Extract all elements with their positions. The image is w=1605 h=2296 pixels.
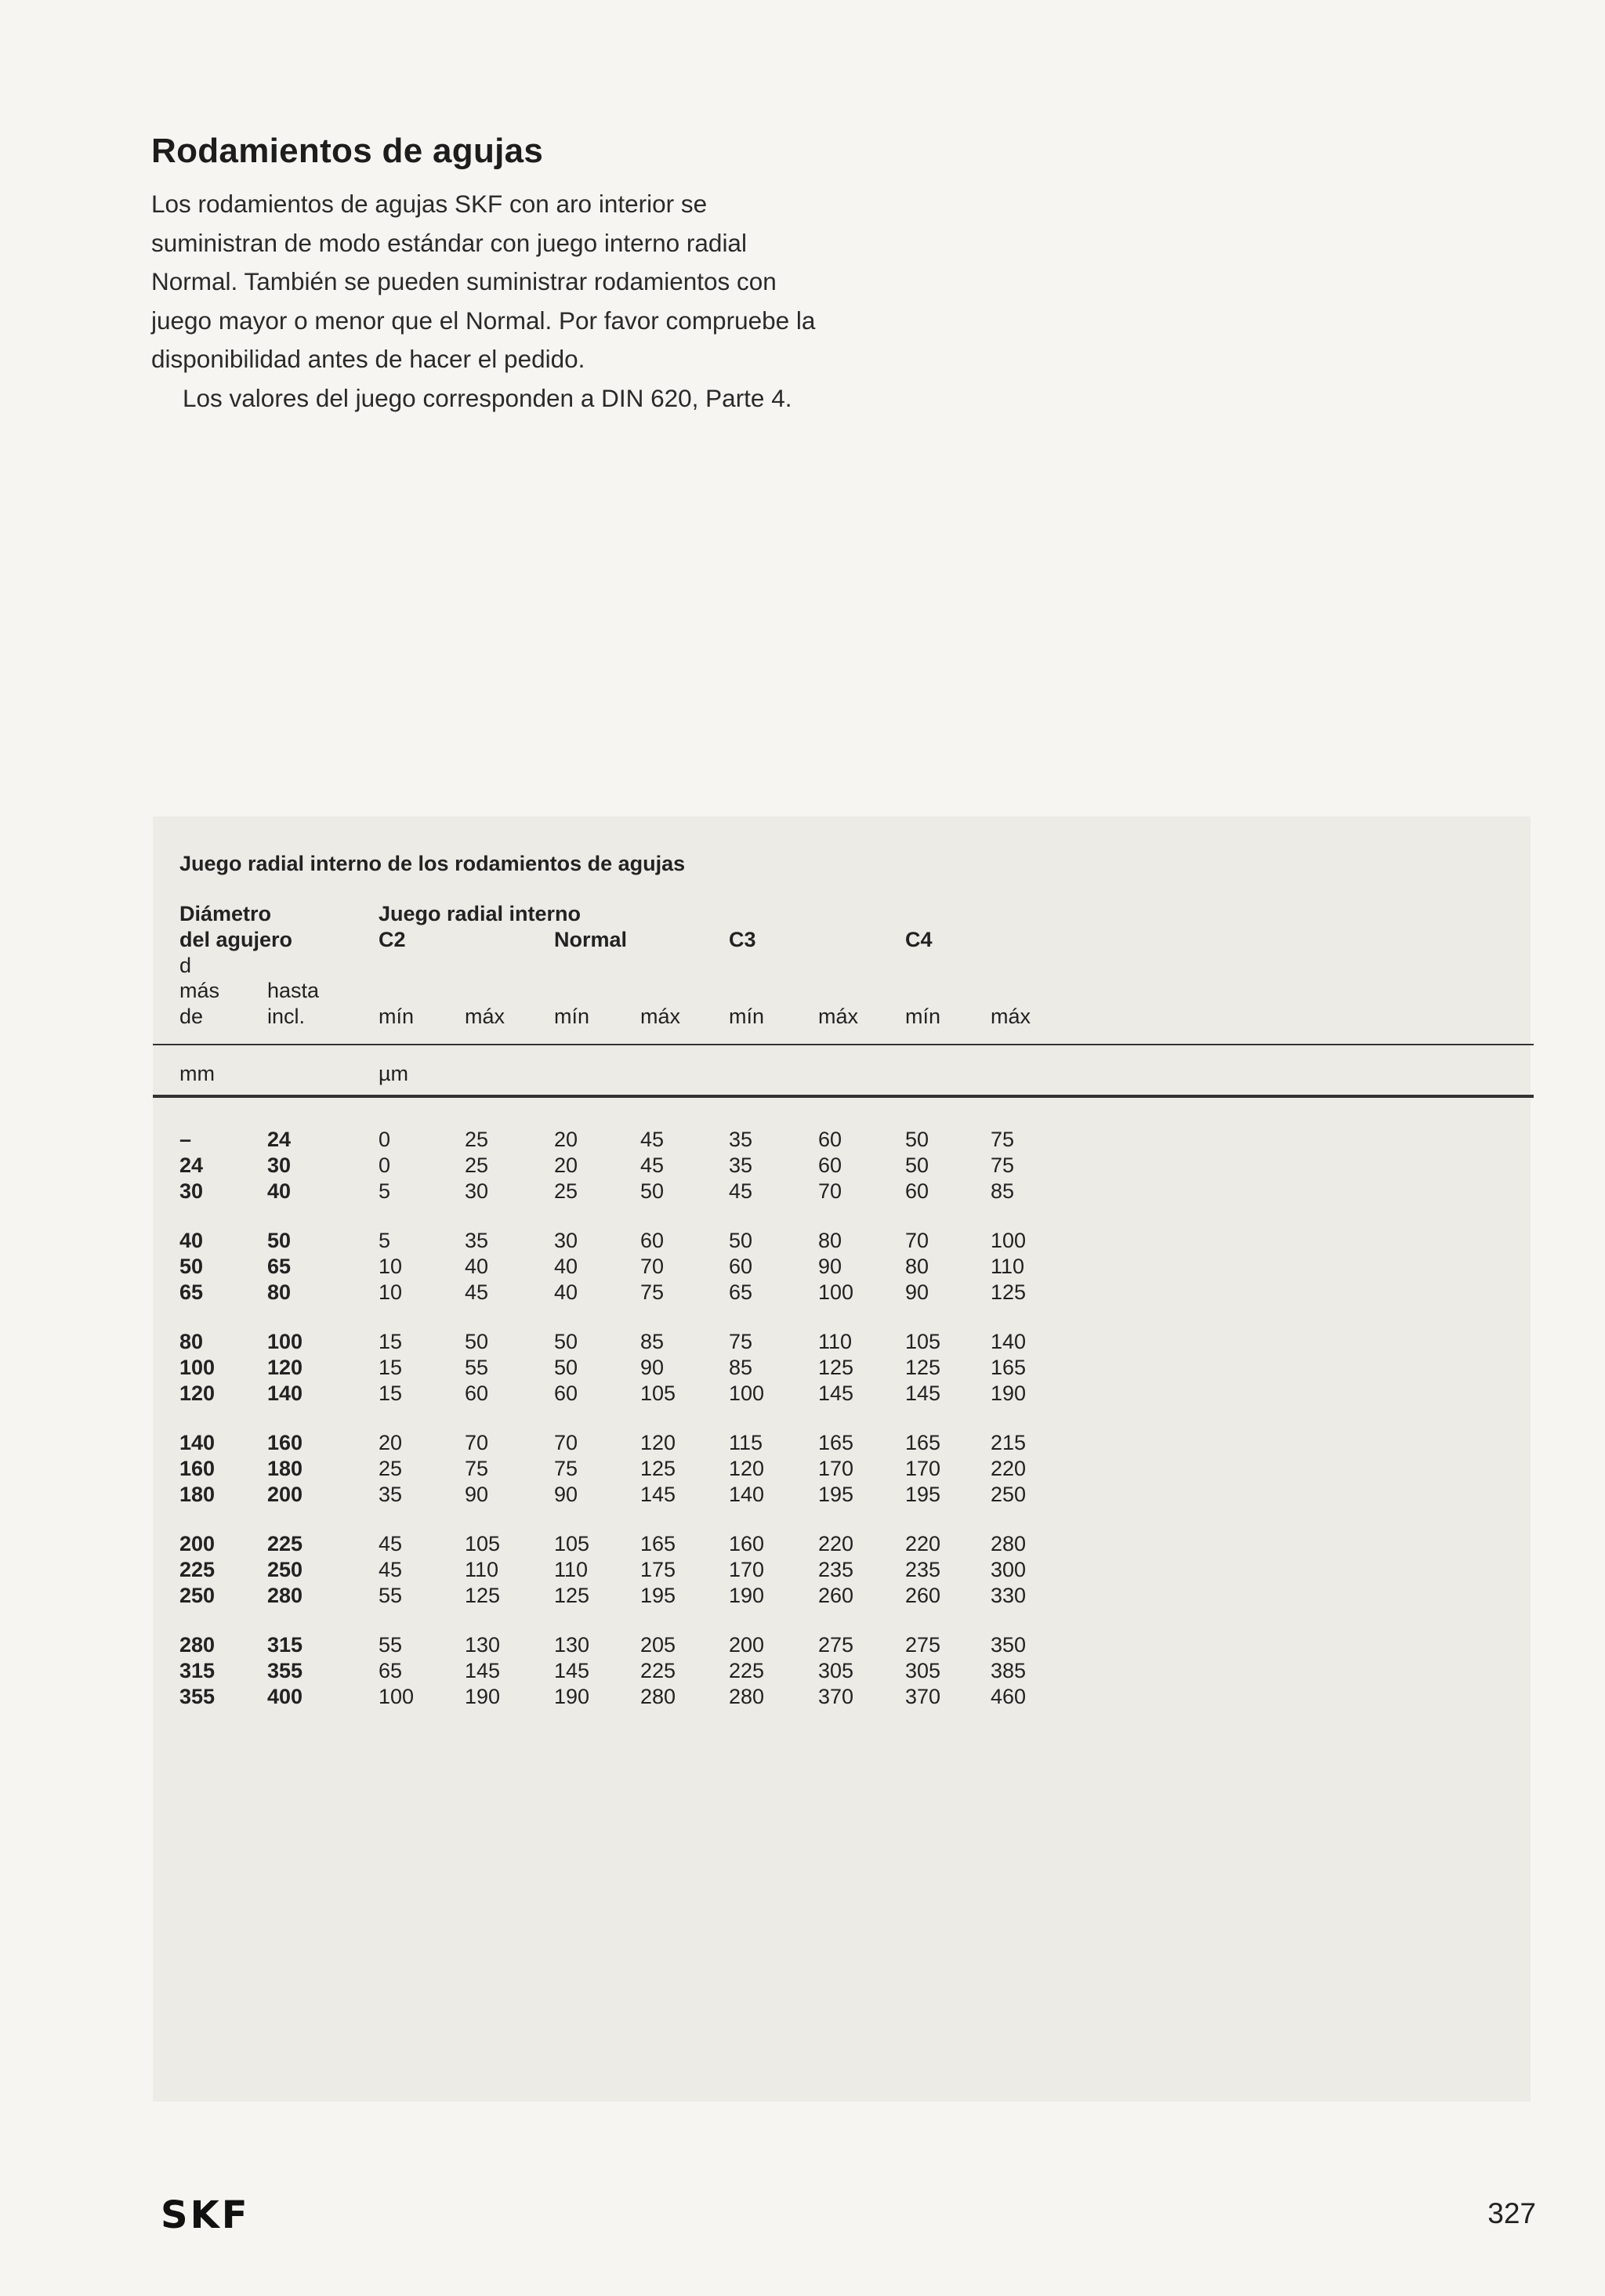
clearance-cell: 170 <box>729 1558 765 1581</box>
header-rule <box>153 1044 1534 1045</box>
clearance-cell: 190 <box>465 1685 501 1708</box>
clearance-cell: 20 <box>554 1153 578 1177</box>
clearance-cell: 60 <box>905 1179 929 1203</box>
clearance-cell: 280 <box>991 1532 1027 1555</box>
clearance-cell: 110 <box>554 1558 589 1581</box>
clearance-cell: 260 <box>818 1584 854 1607</box>
clearance-cell: 90 <box>905 1280 929 1304</box>
clearance-cell: 25 <box>379 1457 403 1480</box>
clearance-cell: 105 <box>465 1532 501 1555</box>
clearance-cell: 5 <box>379 1229 391 1252</box>
min-label: mín <box>554 1005 590 1028</box>
clearance-cell: 50 <box>554 1356 578 1379</box>
bore-to-cell: 315 <box>267 1633 303 1657</box>
clearance-cell: 55 <box>379 1584 403 1607</box>
bore-from-cell: 315 <box>179 1659 216 1682</box>
clearance-cell: 70 <box>818 1179 842 1203</box>
clearance-cell: 125 <box>640 1457 676 1480</box>
clearance-cell: 190 <box>991 1382 1027 1405</box>
max-label: máx <box>818 1005 859 1028</box>
clearance-cell: 305 <box>818 1659 854 1682</box>
bore-to-cell: 30 <box>267 1153 292 1177</box>
clearance-cell: 110 <box>818 1330 853 1353</box>
clearance-cell: 60 <box>818 1128 842 1151</box>
clearance-cell: 125 <box>818 1356 854 1379</box>
clearance-cell: 275 <box>905 1633 941 1657</box>
to-label-line1: hasta <box>267 979 320 1002</box>
clearance-cell: 160 <box>729 1532 765 1555</box>
clearance-cell: 235 <box>905 1558 941 1581</box>
bore-to-cell: 50 <box>267 1229 292 1252</box>
page-heading: Rodamientos de agujas <box>151 132 544 170</box>
clearance-cell: 50 <box>465 1330 489 1353</box>
bore-to-cell: 225 <box>267 1532 303 1555</box>
clearance-cell: 205 <box>640 1633 676 1657</box>
clearance-cell: 145 <box>554 1659 590 1682</box>
from-label-line2: de <box>179 1005 204 1028</box>
clearance-cell: 60 <box>554 1382 578 1405</box>
clearance-cell: 90 <box>640 1356 665 1379</box>
clearance-cell: 165 <box>640 1532 676 1555</box>
clearance-cell: 370 <box>905 1685 941 1708</box>
page-number: 327 <box>1487 2197 1536 2229</box>
clearance-cell: 35 <box>729 1153 753 1177</box>
class-header-normal: Normal <box>554 928 628 951</box>
from-label-line1: más <box>179 979 220 1002</box>
clearance-cell: 70 <box>905 1229 929 1252</box>
min-label: mín <box>905 1005 941 1028</box>
clearance-cell: 115 <box>729 1431 763 1454</box>
clearance-cell: 45 <box>729 1179 753 1203</box>
clearance-cell: 250 <box>991 1483 1027 1506</box>
bore-from-cell: 280 <box>179 1633 216 1657</box>
clearance-cell: 170 <box>905 1457 941 1480</box>
clearance-header: Juego radial interno <box>379 902 581 925</box>
clearance-cell: 105 <box>640 1382 676 1405</box>
clearance-cell: 85 <box>640 1330 665 1353</box>
bore-from-cell: 225 <box>179 1558 216 1581</box>
clearance-cell: 195 <box>640 1584 676 1607</box>
clearance-cell: 80 <box>818 1229 842 1252</box>
clearance-cell: 60 <box>640 1229 665 1252</box>
bore-header-line1: Diámetro <box>179 902 272 925</box>
class-header-c3: C3 <box>729 928 756 951</box>
clearance-cell: 60 <box>729 1255 753 1278</box>
bore-from-cell: 24 <box>179 1153 204 1177</box>
clearance-cell: 45 <box>465 1280 489 1304</box>
clearance-cell: 170 <box>818 1457 854 1480</box>
clearance-cell: 85 <box>991 1179 1015 1203</box>
clearance-cell: 175 <box>640 1558 676 1581</box>
clearance-cell: 40 <box>554 1280 578 1304</box>
unit-rule <box>153 1095 1534 1098</box>
clearance-cell: 330 <box>991 1584 1027 1607</box>
max-label: máx <box>991 1005 1031 1028</box>
clearance-cell: 130 <box>554 1633 590 1657</box>
clearance-cell: 45 <box>640 1153 665 1177</box>
clearance-cell: 145 <box>640 1483 676 1506</box>
clearance-cell: 25 <box>465 1128 489 1151</box>
clearance-cell: 225 <box>729 1659 765 1682</box>
clearance-cell: 25 <box>465 1153 489 1177</box>
bore-to-cell: 180 <box>267 1457 303 1480</box>
clearance-cell: 45 <box>379 1532 403 1555</box>
clearance-cell: 85 <box>729 1356 753 1379</box>
table-title: Juego radial interno de los rodamientos de agujas <box>179 852 686 875</box>
clearance-cell: 60 <box>465 1382 489 1405</box>
clearance-cell: 105 <box>905 1330 941 1353</box>
clearance-cell: 105 <box>554 1532 590 1555</box>
clearance-cell: 280 <box>640 1685 676 1708</box>
clearance-cell: 145 <box>905 1382 941 1405</box>
clearance-cell: 75 <box>729 1330 753 1353</box>
bore-from-cell: 65 <box>179 1280 204 1304</box>
bore-to-cell: 200 <box>267 1483 303 1506</box>
clearance-unit: µm <box>379 1062 409 1085</box>
intro-paragraph-reference: Los valores del juego corresponden a DIN 620, Parte 4. <box>183 383 792 412</box>
bore-from-cell: 355 <box>179 1685 216 1708</box>
clearance-cell: 165 <box>991 1356 1027 1379</box>
bore-header-line2: del agujero <box>179 928 293 951</box>
clearance-cell: 15 <box>379 1356 403 1379</box>
clearance-cell: 385 <box>991 1659 1027 1682</box>
clearance-cell: 280 <box>729 1685 765 1708</box>
clearance-cell: 195 <box>818 1483 854 1506</box>
bore-to-cell: 40 <box>267 1179 292 1203</box>
clearance-cell: 50 <box>729 1229 753 1252</box>
bore-from-cell: – <box>179 1128 192 1151</box>
bore-to-cell: 355 <box>267 1659 303 1682</box>
clearance-cell: 460 <box>991 1685 1027 1708</box>
bore-from-cell: 140 <box>179 1431 216 1454</box>
clearance-cell: 165 <box>905 1431 941 1454</box>
clearance-cell: 120 <box>640 1431 676 1454</box>
bore-from-cell: 100 <box>179 1356 216 1379</box>
clearance-cell: 100 <box>379 1685 415 1708</box>
bore-to-cell: 80 <box>267 1280 292 1304</box>
clearance-cell: 75 <box>554 1457 578 1480</box>
clearance-cell: 130 <box>465 1633 501 1657</box>
clearance-cell: 125 <box>465 1584 501 1607</box>
bore-to-cell: 280 <box>267 1584 303 1607</box>
max-label: máx <box>640 1005 681 1028</box>
clearance-cell: 75 <box>640 1280 665 1304</box>
clearance-cell: 225 <box>640 1659 676 1682</box>
clearance-cell: 70 <box>465 1431 489 1454</box>
clearance-cell: 100 <box>991 1229 1027 1252</box>
bore-from-cell: 80 <box>179 1330 204 1353</box>
clearance-cell: 235 <box>818 1558 854 1581</box>
clearance-cell: 45 <box>640 1128 665 1151</box>
clearance-cell: 190 <box>554 1685 590 1708</box>
clearance-cell: 35 <box>729 1128 753 1151</box>
skf-logo: SKF <box>161 2193 250 2237</box>
clearance-cell: 90 <box>818 1255 842 1278</box>
clearance-cell: 65 <box>379 1659 403 1682</box>
clearance-cell: 30 <box>554 1229 578 1252</box>
class-header-c4: C4 <box>905 928 933 951</box>
bore-to-cell: 100 <box>267 1330 303 1353</box>
clearance-cell: 25 <box>554 1179 578 1203</box>
clearance-cell: 305 <box>905 1659 941 1682</box>
clearance-cell: 220 <box>991 1457 1027 1480</box>
clearance-cell: 70 <box>554 1431 578 1454</box>
class-header-c2: C2 <box>379 928 406 951</box>
bore-from-cell: 50 <box>179 1255 204 1278</box>
clearance-table-panel <box>153 817 1531 2102</box>
clearance-cell: 0 <box>379 1128 391 1151</box>
bore-from-cell: 30 <box>179 1179 204 1203</box>
bore-to-cell: 24 <box>267 1128 292 1151</box>
clearance-cell: 10 <box>379 1280 403 1304</box>
clearance-cell: 15 <box>379 1330 403 1353</box>
clearance-cell: 60 <box>818 1153 842 1177</box>
clearance-cell: 125 <box>905 1356 941 1379</box>
clearance-cell: 30 <box>465 1179 489 1203</box>
clearance-cell: 140 <box>991 1330 1027 1353</box>
clearance-cell: 0 <box>379 1153 391 1177</box>
clearance-cell: 120 <box>729 1457 765 1480</box>
clearance-cell: 45 <box>379 1558 403 1581</box>
clearance-cell: 75 <box>465 1457 489 1480</box>
bore-from-cell: 120 <box>179 1382 216 1405</box>
clearance-cell: 55 <box>379 1633 403 1657</box>
bore-to-cell: 120 <box>267 1356 303 1379</box>
clearance-cell: 20 <box>554 1128 578 1151</box>
bore-to-cell: 160 <box>267 1431 303 1454</box>
bore-from-cell: 200 <box>179 1532 216 1555</box>
bore-to-cell: 250 <box>267 1558 303 1581</box>
bore-from-cell: 40 <box>179 1229 204 1252</box>
clearance-cell: 350 <box>991 1633 1027 1657</box>
min-label: mín <box>379 1005 415 1028</box>
clearance-cell: 260 <box>905 1584 941 1607</box>
clearance-cell: 75 <box>991 1153 1015 1177</box>
min-label: mín <box>729 1005 765 1028</box>
clearance-cell: 90 <box>554 1483 578 1506</box>
clearance-cell: 145 <box>465 1659 501 1682</box>
clearance-cell: 50 <box>905 1153 929 1177</box>
bore-from-cell: 180 <box>179 1483 216 1506</box>
clearance-cell: 80 <box>905 1255 929 1278</box>
clearance-cell: 195 <box>905 1483 941 1506</box>
clearance-cell: 125 <box>991 1280 1027 1304</box>
clearance-cell: 75 <box>991 1128 1015 1151</box>
clearance-cell: 50 <box>640 1179 665 1203</box>
bore-to-cell: 400 <box>267 1685 303 1708</box>
clearance-cell: 20 <box>379 1431 403 1454</box>
bore-to-cell: 65 <box>267 1255 292 1278</box>
bore-unit: mm <box>179 1062 215 1085</box>
bore-from-cell: 250 <box>179 1584 216 1607</box>
clearance-cell: 145 <box>818 1382 854 1405</box>
clearance-cell: 50 <box>554 1330 578 1353</box>
clearance-cell: 220 <box>905 1532 941 1555</box>
to-label-line2: incl. <box>267 1005 306 1028</box>
intro-text <box>151 185 825 418</box>
clearance-table <box>153 817 1531 2102</box>
intro-paragraph: Los rodamientos de agujas SKF con aro interior se suministran de modo estándar con juego interno radial Normal. También se pueden suministrar rodamientos con juego mayor o menor que el Normal. Por favor compruebe la disponibilidad antes de hacer el pedido. <box>151 190 816 373</box>
clearance-cell: 165 <box>818 1431 854 1454</box>
clearance-cell: 40 <box>465 1255 489 1278</box>
clearance-cell: 40 <box>554 1255 578 1278</box>
max-label: máx <box>465 1005 505 1028</box>
clearance-cell: 190 <box>729 1584 765 1607</box>
clearance-cell: 220 <box>818 1532 854 1555</box>
clearance-cell: 10 <box>379 1255 403 1278</box>
clearance-cell: 200 <box>729 1633 765 1657</box>
clearance-cell: 215 <box>991 1431 1027 1454</box>
clearance-cell: 300 <box>991 1558 1027 1581</box>
bore-to-cell: 140 <box>267 1382 303 1405</box>
clearance-cell: 15 <box>379 1382 403 1405</box>
clearance-cell: 370 <box>818 1685 854 1708</box>
clearance-cell: 140 <box>729 1483 765 1506</box>
clearance-cell: 110 <box>465 1558 499 1581</box>
clearance-cell: 110 <box>991 1255 1025 1278</box>
clearance-cell: 5 <box>379 1179 391 1203</box>
clearance-cell: 35 <box>465 1229 489 1252</box>
clearance-cell: 35 <box>379 1483 403 1506</box>
clearance-cell: 70 <box>640 1255 665 1278</box>
bore-header-symbol: d <box>179 954 192 977</box>
clearance-cell: 275 <box>818 1633 854 1657</box>
clearance-cell: 50 <box>905 1128 929 1151</box>
clearance-cell: 100 <box>729 1382 765 1405</box>
clearance-cell: 55 <box>465 1356 489 1379</box>
clearance-cell: 90 <box>465 1483 489 1506</box>
clearance-cell: 125 <box>554 1584 590 1607</box>
bore-from-cell: 160 <box>179 1457 216 1480</box>
clearance-cell: 65 <box>729 1280 753 1304</box>
clearance-cell: 100 <box>818 1280 854 1304</box>
